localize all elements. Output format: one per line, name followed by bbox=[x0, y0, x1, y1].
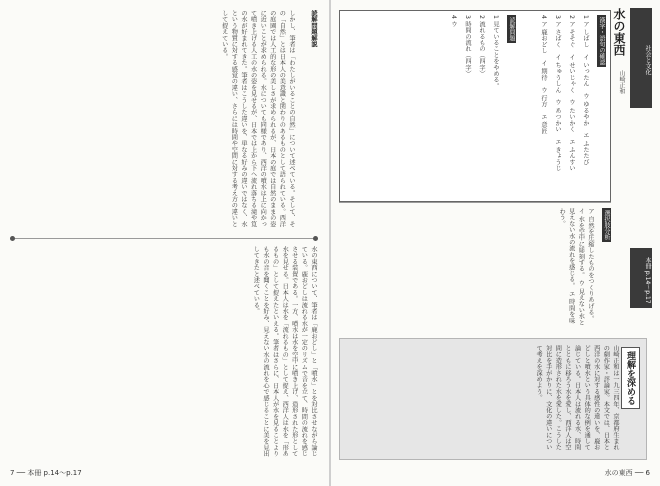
choice-heading-col bbox=[599, 208, 611, 328]
section-divider bbox=[10, 238, 318, 239]
right-page bbox=[331, 0, 660, 486]
deepen-understanding-box bbox=[339, 338, 647, 460]
kanji-heading: 漢字・語句の確認 bbox=[598, 17, 605, 65]
commentary-top-text: しかし、筆者は「わたしがいることの自然」について述べている。そして、その「自然」とは日本人の美意識と関わりのあるものとして語られている。西洋の庭園では人工的な形の美しさが求められるが、日本の庭では自然のままの姿に近いことが求められる。水についても同様であり、西洋の噴水は上に向かって噴き上げる人工の水の姿を見せるが、日本では上から下へ流れ落ちる滝や筧の水が好まれてきた。筆者はこうした違いを、単なる好みの違いではなく、水という物質に対する感覚の違い、さらには時間や空間に対する考え方の違いとして捉えている。 bbox=[220, 10, 295, 227]
left-footer: 7 ── 本冊 p.14〜p.17 bbox=[10, 469, 82, 477]
reading-answer-2: 2 流れるもの（四字） bbox=[478, 15, 485, 77]
commentary-bottom-text: 水の東西について、筆者は「鹿おどし」と「噴水」とを対比させながら論じている。鹿おどしは流れる水が一定のリズムで音を立て、時間の流れを感じさせる装置である。一方、噴水は水を空中に噴き上げ、造形された形として水を見せる。日本人は水を「流れるもの」として捉え、西洋人は水を「形あるもの」として捉えたといえる。筆者はさらに、日本人が水を見ることよりも水の音を聞くことを好み、見えない水の流れを心で感じることに美を見出してきたと述べている。 bbox=[252, 246, 317, 457]
kanji-answer-2: 2 ア そそぐ イ せいじゃく ウ たいかく エ ふんすい bbox=[568, 15, 575, 172]
lesson-title: 水の東西 bbox=[612, 8, 626, 56]
right-divider bbox=[339, 202, 611, 203]
kanji-answer-4: 4 ア 鹿おどし イ 期待 ウ 行方 エ 意匠 bbox=[540, 15, 547, 135]
reading-answer-1: 1 見ていることをやめる。 bbox=[492, 15, 499, 90]
kanji-answer-3: 3 ア さばく イ ちゅうしん ウ あつかい エ きょうじ bbox=[554, 15, 561, 172]
reading-answer-4: 4 ウ bbox=[450, 15, 457, 28]
right-footer: 水の東西 ── 6 bbox=[604, 469, 650, 477]
reading-heading-col bbox=[504, 15, 516, 197]
commentary-heading-col bbox=[300, 10, 318, 230]
deepen-understanding-label: 理解を深める bbox=[621, 347, 640, 409]
commentary-top bbox=[10, 10, 318, 232]
kanji-heading-col bbox=[594, 15, 606, 197]
choice-text: ア 自然を圧縮したものをつくりあげる。 イ 水を空中に彫刻する。 ウ 見えない水と見えない水の流れを感じる。 エ 時間を味わう。 bbox=[558, 208, 594, 326]
deepen-understanding-text: 山崎正和は一九三四年、京都府生まれの劇作家・評論家。本文では、日本と西洋の水に対する感性の違いを、鹿おどしと噴水という具体的な例を通して論じている。日本人は流れる水、時間とともに移ろう水を愛し、西洋人は空間に造形された水を愛した。こうした対比を手がかりに、文化の違いについて考えを深めよう。 bbox=[535, 345, 619, 451]
kanji-answer-1: 1 ア しばし イ いったん ウ ゆるやか エ ふたたび bbox=[582, 15, 589, 166]
lesson-author: 山崎正和 bbox=[618, 70, 625, 94]
commentary-heading: 読解問題解説 bbox=[310, 10, 317, 48]
choice-heading: 選択肢分析 bbox=[603, 210, 610, 240]
reading-heading: 読解問題 bbox=[508, 17, 515, 41]
answers-box bbox=[339, 10, 611, 202]
reading-answer-3: 3 時間の流れ（四字） bbox=[464, 15, 471, 77]
page-reference-tab: 本冊 p.14〜p.17 bbox=[630, 248, 652, 308]
category-tab: 社会と文化 bbox=[630, 8, 652, 108]
commentary-bottom bbox=[10, 246, 318, 462]
choice-analysis bbox=[339, 208, 611, 332]
